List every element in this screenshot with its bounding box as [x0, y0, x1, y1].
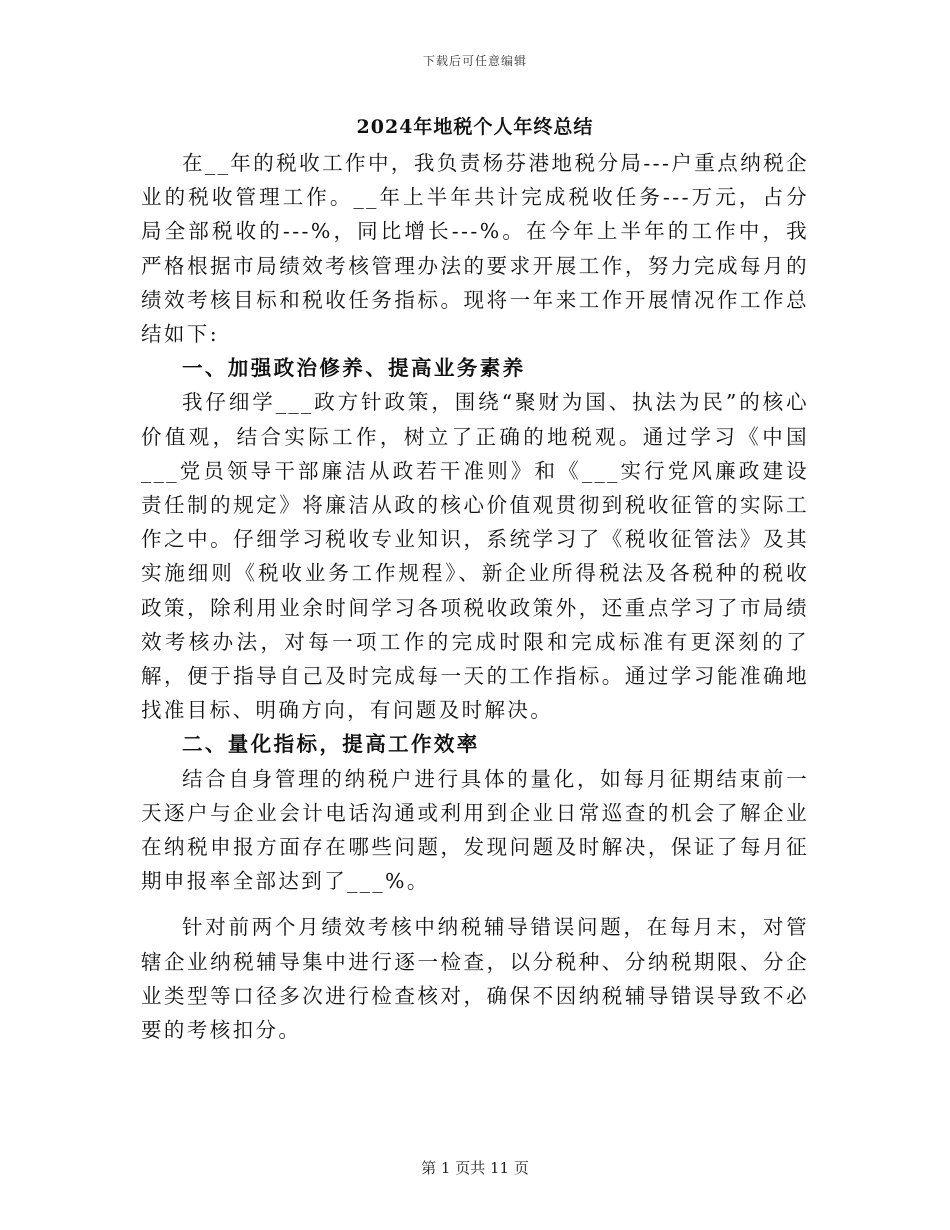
intro-paragraph: 在__年的税收工作中，我负责杨芬港地税分局---户重点纳税企业的税收管理工作。__年上半年共计完成税收任务---万元，占分局全部税收的---%，同比增长---%。在今年上半年的工作中，我严格根据市局绩效考核管理办法的要求开展工作，努力完成每月的绩效考核目标和税收任务指标。现将一年来工作开展情况作工作总结如下: [141, 151, 809, 347]
paragraph-gap [141, 898, 809, 910]
section-2-paragraph-1: 结合自身管理的纳税户进行具体的量化，如每月征期结束前一天逐户与企业会计电话沟通或利用到企业日常巡查的机会了解企业在纳税申报方面存在哪些问题，发现问题及时解决，保证了每月征期申报率全部达到了___%。 [141, 766, 809, 894]
section-2-paragraph-2: 针对前两个月绩效考核中纳税辅导错误问题，在每月末，对管辖企业纳税辅导集中进行逐一检查，以分税种、分纳税期限、分企业类型等口径多次进行检查核对，确保不因纳税辅导错误导致不必要的考核扣分。 [141, 915, 809, 1043]
section-1-paragraph: 我仔细学___政方针政策，围绕“聚财为国、执法为民”的核心价值观，结合实际工作，树立了正确的地税观。通过学习《中国___党员领导干部廉洁从政若干准则》和《___实行党风廉政建设责任制的规定》将廉洁从政的核心价值观贯彻到税收征管的实际工作之中。仔细学习税收专业知识，系统学习了《税收征管法》及其实施细则《税收业务工作规程》、新企业所得税法及各税种的税收政策，除利用业余时间学习各项税收政策外，还重点学习了市局绩效考核办法，对每一项工作的完成时限和完成标准有更深刻的了解，便于指导自己及时完成每一天的工作指标。通过学习能准确地找准目标、明确方向，有问题及时解决。 [141, 390, 809, 723]
header-note: 下载后可任意编辑 [422, 54, 527, 68]
page-footer: 第 1 页共 11 页 [421, 1159, 529, 1177]
section-heading-1: 一、加强政治修养、提高业务素养 [182, 356, 526, 381]
section-heading-2: 二、量化指标，提高工作效率 [182, 732, 480, 757]
document-body [141, 146, 809, 1047]
document-title: 2024年地税个人年终总结 [356, 116, 594, 138]
